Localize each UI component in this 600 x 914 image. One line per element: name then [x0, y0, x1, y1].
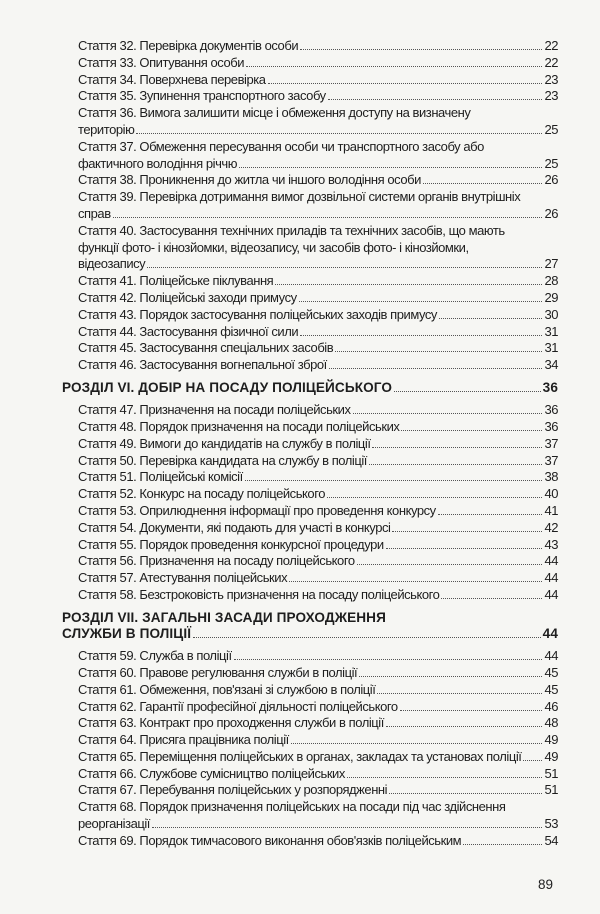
toc-page-number: 28: [544, 273, 558, 289]
toc-entry: [62, 570, 558, 587]
toc-entry-title-line: Стаття 48. Порядок призначення на посади поліцейських: [78, 418, 400, 434]
toc-entry-last-line: [78, 290, 558, 307]
toc-entry-last-line: [78, 520, 558, 537]
toc-entry-title-line: Стаття 36. Вимога залишити місце і обмеження доступу на визначену: [78, 105, 471, 121]
toc-page-number: 37: [544, 452, 558, 468]
toc-entry-last-line: [78, 749, 558, 766]
toc-entry-last-line: [78, 486, 558, 503]
dot-leader: [372, 446, 542, 448]
toc-entry: [62, 665, 558, 682]
toc-entry-last-line: [78, 88, 558, 105]
dot-leader: [327, 496, 542, 498]
dot-leader: [245, 479, 542, 481]
toc-page-number: 25: [544, 155, 558, 171]
toc-page-number: 45: [544, 681, 558, 697]
toc-entry-title-line: Стаття 39. Перевірка дотримання вимог дозвільної системи органів внутрішніх: [78, 189, 521, 205]
dot-leader: [329, 367, 542, 369]
toc-entry-title-line: територію: [78, 121, 135, 137]
toc-entry-title-line: реорганізації: [78, 816, 150, 832]
toc-entry: [62, 732, 558, 749]
toc-page-number: 54: [544, 832, 558, 848]
toc-entry-title-line: Стаття 69. Порядок тимчасового виконання обов'язків поліцейським: [78, 832, 462, 848]
toc-entry-title-line: Стаття 50. Перевірка кандидата на службу в поліції: [78, 452, 367, 468]
toc-page-number: 29: [544, 289, 558, 305]
toc-entry-title-line: Стаття 32. Перевірка документів особи: [78, 38, 299, 53]
toc-page-number: 49: [544, 732, 558, 748]
dot-leader: [353, 412, 542, 414]
toc-entry: [62, 223, 558, 273]
dot-leader: [438, 513, 542, 515]
toc-page-number: 40: [544, 486, 558, 502]
toc-page-number: 31: [544, 340, 558, 356]
toc-entry-last-line: [78, 38, 558, 55]
toc-entry: [62, 290, 558, 307]
toc-page-number: 31: [544, 323, 558, 339]
toc-entry: [62, 72, 558, 89]
table-of-contents: [62, 38, 558, 850]
dot-leader: [389, 792, 542, 794]
toc-entry-title-line: Стаття 68. Порядок призначення поліцейських на посади під час здійснення: [78, 799, 506, 815]
toc-entry-title-line: СЛУЖБИ В ПОЛІЦІЇ: [62, 625, 192, 641]
toc-entry-title-line: Стаття 65. Переміщення поліцейських в органах, закладах та установах поліції: [78, 748, 522, 764]
toc-entry: [62, 682, 558, 699]
dot-leader: [234, 658, 542, 660]
page-number: 89: [538, 877, 554, 892]
toc-entry-last-line: [78, 699, 558, 716]
toc-entry: [62, 55, 558, 72]
toc-entry-last-line: [78, 833, 558, 850]
toc-page-number: 44: [544, 586, 558, 602]
toc-entry: [62, 799, 558, 833]
toc-entry-last-line: [78, 206, 558, 223]
dot-leader: [152, 826, 542, 828]
toc-entry-title-line: Стаття 66. Службове сумісництво поліцейських: [78, 765, 345, 781]
toc-entry: [62, 307, 558, 324]
toc-page-number: 44: [544, 648, 558, 664]
dot-leader: [335, 350, 542, 352]
toc-entry-title-line: Стаття 51. Поліцейські комісії: [78, 469, 243, 485]
toc-entry: [62, 749, 558, 766]
dot-leader: [386, 725, 542, 727]
toc-entry-title-line: Стаття 56. Призначення на посаду поліцейського: [78, 553, 355, 569]
dot-leader: [136, 132, 542, 134]
toc-entry-last-line: [78, 648, 558, 665]
toc-page-number: 51: [544, 782, 558, 798]
toc-entry-title-line: Стаття 42. Поліцейські заходи примусу: [78, 289, 297, 305]
toc-page-number: 44: [544, 570, 558, 586]
toc-entry-last-line: [78, 453, 558, 470]
toc-entry-last-line: [78, 766, 558, 783]
toc-page-number: 45: [544, 664, 558, 680]
toc-entry-last-line: [78, 307, 558, 324]
toc-page-number: 46: [544, 698, 558, 714]
toc-entry: [62, 453, 558, 470]
toc-entry-last-line: [62, 626, 558, 642]
toc-entry-last-line: [78, 340, 558, 357]
toc-entry: [62, 88, 558, 105]
toc-entry-title-line: Стаття 52. Конкурс на посаду поліцейського: [78, 486, 325, 502]
dot-leader: [291, 742, 542, 744]
toc-entry-title-line: Стаття 61. Обмеження, пов'язані зі службою в поліції: [78, 681, 376, 697]
toc-page-number: 42: [544, 519, 558, 535]
dot-leader: [523, 759, 542, 761]
toc-entry-title-line: Стаття 40. Застосування технічних приладів та технічних засобів, що мають: [78, 222, 505, 238]
dot-leader: [268, 82, 542, 84]
toc-entry: [62, 139, 558, 173]
dot-leader: [400, 709, 542, 711]
dot-leader: [275, 283, 542, 285]
toc-page-number: 26: [544, 172, 558, 188]
dot-leader: [359, 675, 542, 677]
toc-page-number: 25: [544, 121, 558, 137]
toc-entry-last-line: [78, 503, 558, 520]
toc-entry: [62, 520, 558, 537]
dot-leader: [463, 843, 542, 845]
toc-entry-last-line: [78, 469, 558, 486]
toc-entry-title-line: Стаття 37. Обмеження пересування особи чи транспортного засобу або: [78, 138, 484, 154]
toc-section-heading: [62, 380, 558, 396]
toc-entry: [62, 172, 558, 189]
toc-page-number: 48: [544, 715, 558, 731]
toc-entry-last-line: [78, 436, 558, 453]
toc-entry: [62, 105, 558, 139]
toc-entry: [62, 38, 558, 55]
toc-entry: [62, 715, 558, 732]
toc-entry-title-line: Стаття 53. Оприлюднення інформації про проведення конкурсу: [78, 502, 436, 518]
toc-page-number: 36: [542, 379, 558, 395]
toc-entry: [62, 436, 558, 453]
toc-entry-last-line: [78, 816, 558, 833]
toc-entry-title-line: Стаття 62. Гарантії професійної діяльності поліцейського: [78, 698, 398, 714]
toc-page-number: 44: [544, 553, 558, 569]
toc-entry: [62, 766, 558, 783]
toc-entry-title-line: фактичного володіння річчю: [78, 155, 238, 171]
dot-leader: [239, 166, 542, 168]
dot-leader: [423, 182, 542, 184]
toc-entry-last-line: [78, 156, 558, 173]
toc-entry: [62, 273, 558, 290]
dot-leader: [147, 266, 542, 268]
toc-entry-last-line: [78, 587, 558, 604]
toc-entry: [62, 782, 558, 799]
toc-page-number: 44: [542, 625, 558, 641]
toc-entry-last-line: [62, 380, 558, 396]
toc-page-number: 22: [544, 54, 558, 70]
toc-page-number: 23: [544, 88, 558, 104]
toc-page-number: 43: [544, 536, 558, 552]
toc-entry-last-line: [78, 682, 558, 699]
toc-entry-title-line: Стаття 49. Вимоги до кандидатів на службу в поліції: [78, 435, 371, 451]
toc-entry-title-line: Стаття 54. Документи, які подають для участі в конкурсі: [78, 519, 391, 535]
toc-page-number: 27: [544, 256, 558, 272]
toc-entry-title-line: Стаття 67. Перебування поліцейських у розпорядженні: [78, 782, 388, 798]
dot-leader: [369, 463, 542, 465]
toc-entry-title-line: Стаття 47. Призначення на посади поліцейських: [78, 402, 351, 418]
toc-entry-title-line: Стаття 41. Поліцейське піклування: [78, 273, 274, 289]
toc-entry-last-line: [78, 72, 558, 89]
toc-entry-title-line: РОЗДІЛ VI. ДОБІР НА ПОСАДУ ПОЛІЦЕЙСЬКОГО: [62, 379, 393, 395]
dot-leader: [328, 98, 542, 100]
toc-entry: [62, 833, 558, 850]
dot-leader: [289, 580, 542, 582]
dot-leader: [392, 530, 542, 532]
toc-entry-last-line: [78, 357, 558, 374]
toc-entry-last-line: [78, 55, 558, 72]
toc-page-number: 49: [544, 748, 558, 764]
toc-page-number: 41: [544, 502, 558, 518]
toc-entry-last-line: [78, 256, 558, 273]
toc-entry-title-line: Стаття 55. Порядок проведення конкурсної процедури: [78, 536, 384, 552]
toc-entry: [62, 553, 558, 570]
toc-entry: [62, 503, 558, 520]
toc-entry-last-line: [78, 782, 558, 799]
toc-entry: [62, 357, 558, 374]
toc-entry-title-line: РОЗДІЛ VII. ЗАГАЛЬНІ ЗАСАДИ ПРОХОДЖЕННЯ: [62, 609, 386, 625]
toc-entry-title-line: Стаття 58. Безстроковість призначення на посаду поліцейського: [78, 586, 440, 602]
toc-entry-last-line: [78, 172, 558, 189]
toc-entry-last-line: [78, 122, 558, 139]
toc-entry-title-line: Стаття 35. Зупинення транспортного засобу: [78, 88, 326, 104]
toc-page-number: 36: [544, 418, 558, 434]
dot-leader: [394, 390, 541, 392]
toc-entry-last-line: [78, 537, 558, 554]
toc-page-number: 30: [544, 306, 558, 322]
toc-entry-title-line: Стаття 64. Присяга працівника поліції: [78, 732, 289, 748]
toc-entry: [62, 486, 558, 503]
toc-page-number: 22: [544, 38, 558, 53]
toc-entry: [62, 324, 558, 341]
toc-page-number: 34: [544, 357, 558, 373]
toc-entry-last-line: [78, 665, 558, 682]
toc-entry-last-line: [78, 419, 558, 436]
toc-entry: [62, 537, 558, 554]
dot-leader: [300, 334, 542, 336]
dot-leader: [439, 317, 542, 319]
toc-entry-last-line: [78, 715, 558, 732]
toc-page-number: 38: [544, 469, 558, 485]
toc-entry-title-line: Стаття 46. Застосування вогнепальної зброї: [78, 357, 327, 373]
toc-entry-title-line: Стаття 33. Опитування особи: [78, 54, 245, 70]
dot-leader: [441, 597, 542, 599]
toc-entry: [62, 469, 558, 486]
toc-entry: [62, 648, 558, 665]
toc-entry-title-line: функції фото- і кінозйомки, відеозапису, чи засобів фото- і кінозйомки,: [78, 239, 469, 255]
dot-leader: [300, 48, 542, 50]
toc-page-number: 51: [544, 765, 558, 781]
toc-page-number: 26: [544, 205, 558, 221]
dot-leader: [193, 636, 541, 638]
toc-entry-last-line: [78, 553, 558, 570]
toc-entry: [62, 587, 558, 604]
toc-entry-title-line: Стаття 44. Застосування фізичної сили: [78, 323, 299, 339]
toc-entry: [62, 189, 558, 223]
toc-entry: [62, 340, 558, 357]
toc-page-number: 23: [544, 71, 558, 87]
toc-entry-last-line: [78, 402, 558, 419]
toc-entry-title-line: Стаття 43. Порядок застосування поліцейських заходів примусу: [78, 306, 437, 322]
toc-entry-title-line: Стаття 45. Застосування спеціальних засобів: [78, 340, 334, 356]
toc-entry: [62, 419, 558, 436]
toc-entry: [62, 699, 558, 716]
toc-entry-title-line: Стаття 34. Поверхнева перевірка: [78, 71, 266, 87]
toc-page-number: 37: [544, 435, 558, 451]
toc-section-heading: [62, 610, 558, 642]
toc-entry-title-line: відеозапису: [78, 256, 146, 272]
dot-leader: [347, 776, 542, 778]
dot-leader: [377, 692, 542, 694]
dot-leader: [246, 65, 542, 67]
toc-entry: [62, 402, 558, 419]
dot-leader: [401, 429, 542, 431]
toc-entry-last-line: [78, 570, 558, 587]
dot-leader: [357, 563, 542, 565]
dot-leader: [386, 547, 542, 549]
toc-entry-title-line: Стаття 59. Служба в поліції: [78, 648, 232, 664]
dot-leader: [113, 216, 542, 218]
toc-entry-last-line: [78, 273, 558, 290]
toc-entry-last-line: [78, 732, 558, 749]
toc-entry-title-line: Стаття 38. Проникнення до житла чи іншого володіння особи: [78, 172, 421, 188]
toc-entry-last-line: [78, 324, 558, 341]
toc-entry-title-line: Стаття 57. Атестування поліцейських: [78, 570, 288, 586]
toc-entry-title-line: Стаття 63. Контракт про проходження служби в поліції: [78, 715, 384, 731]
toc-entry-title-line: Стаття 60. Правове регулювання служби в поліції: [78, 664, 358, 680]
toc-page-number: 53: [544, 816, 558, 832]
toc-page-number: 36: [544, 402, 558, 418]
dot-leader: [299, 300, 542, 302]
toc-entry-title-line: справ: [78, 205, 111, 221]
